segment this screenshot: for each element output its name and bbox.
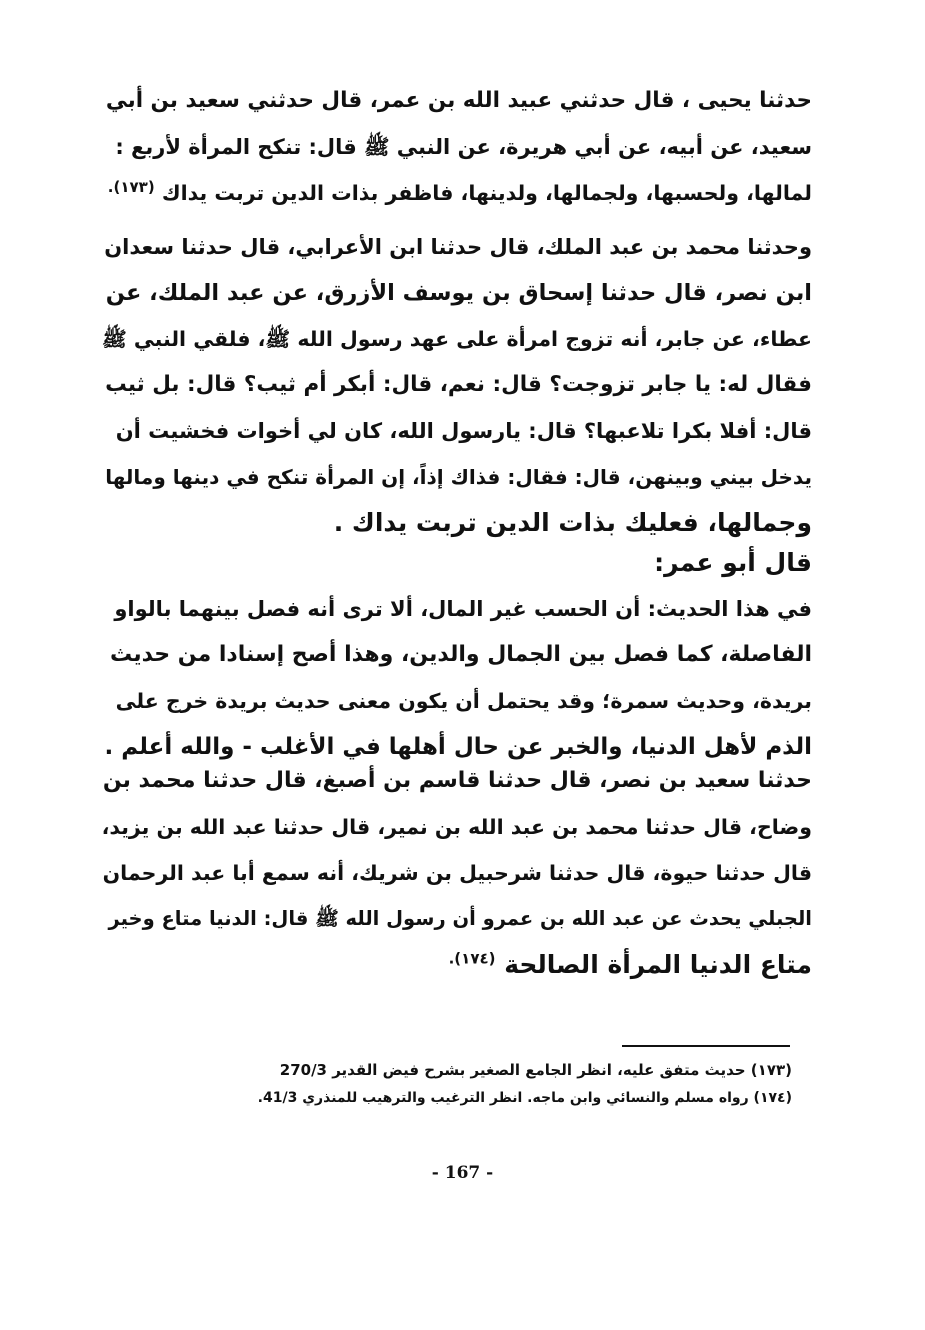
text-line: وحدثنا محمد بن عبد الملك، قال حدثنا ابن الأعرابي، قال حدثنا سعدان — [104, 235, 812, 259]
text-line: بريدة، وحديث سمرة؛ وقد يحتمل أن يكون معنى حديث بريدة خرج على — [115, 689, 812, 713]
section-heading: قال أبو عمر: — [654, 548, 812, 577]
footnote-174: (١٧٤) رواه مسلم والنسائي وابن ماجه. انظر الترغيب والترهيب للمنذري 41/3. — [257, 1090, 792, 1106]
footnote-reference: (١٧٣). — [107, 178, 155, 197]
text-line: قال: أفلا بكرا تلاعبها؟ قال: يارسول الله، كان لي أخوات فخشيت أن — [115, 419, 812, 443]
text-line: وضاح، قال حدثنا محمد بن عبد الله بن نمير، قال حدثنا عبد الله بن يزيد، — [101, 815, 812, 839]
text-line — [100, 170, 812, 216]
text-line: حدثنا يحيى ، قال حدثني عبيد الله بن عمر، قال حدثني سعيد بن أبي — [105, 88, 812, 113]
paragraph-hadith-jabir — [100, 224, 812, 546]
text-line: في هذا الحديث: أن الحسب غير المال، ألا ترى أنه فصل بينهما بالواو — [114, 597, 812, 621]
text-line: فقال له: يا جابر تزوجت؟ قال: نعم، قال: أبكر أم ثيب؟ قال: بل ثيب — [105, 372, 812, 397]
footnotes — [240, 1056, 792, 1112]
text-line: الجبلي يحدث عن عبد الله بن عمرو أن رسول الله ﷺ قال: الدنيا متاع وخير — [108, 907, 812, 930]
text-line-content: لمالها، ولحسبها، ولجمالها، ولدينها، فاظفر بذات الدين تربت يداك — [161, 181, 812, 205]
text-line: عطاء، عن جابر، أنه تزوج امرأة على عهد رسول الله ﷺ، فلقي النبي ﷺ — [101, 327, 812, 351]
text-line: الذم لأهل الدنيا، والخبر عن حال أهلها في الأغلب - والله أعلم . — [104, 734, 812, 760]
text-line — [100, 942, 812, 988]
footnote-reference: (١٧٤). — [448, 949, 496, 968]
paragraph-commentary-abu-umar — [100, 540, 812, 770]
page-number: - 167 - — [431, 1163, 494, 1183]
text-line: الفاصلة، كما فصل بين الجمال والدين، وهذا أصح إسنادا من حديث — [110, 642, 812, 667]
text-line-content: متاع الدنيا المرأة الصالحة — [504, 950, 812, 979]
paragraph-hadith-dunya — [100, 758, 812, 988]
footnote-divider — [622, 1045, 790, 1047]
text-line: قال حدثنا حيوة، قال حدثنا شرحبيل بن شريك، أنه سمع أبا عبد الرحمان — [102, 861, 812, 885]
footnote-173: (١٧٣) حديث متفق عليه، انظر الجامع الصغير بشرح فيض القدير 270/3 — [279, 1061, 792, 1079]
paragraph-hadith-four-reasons — [100, 78, 812, 216]
text-line: حدثنا سعيد بن نصر، قال حدثنا قاسم بن أصبغ، قال حدثنا محمد بن — [102, 768, 812, 793]
text-line: يدخل بيني وبينهن، قال: فقال: فذاك إذاً، إن المرأة تنكح في دينها ومالها — [105, 465, 812, 489]
text-line: وجمالها، فعليك بذات الدين تربت يداك . — [333, 508, 812, 537]
text-line: ابن نصر، قال حدثنا إسحاق بن يوسف الأزرق، عن عبد الملك، عن — [105, 280, 812, 306]
text-line: سعيد، عن أبيه، عن أبي هريرة، عن النبي ﷺ قال: تنكح المرأة لأربع : — [115, 135, 812, 159]
